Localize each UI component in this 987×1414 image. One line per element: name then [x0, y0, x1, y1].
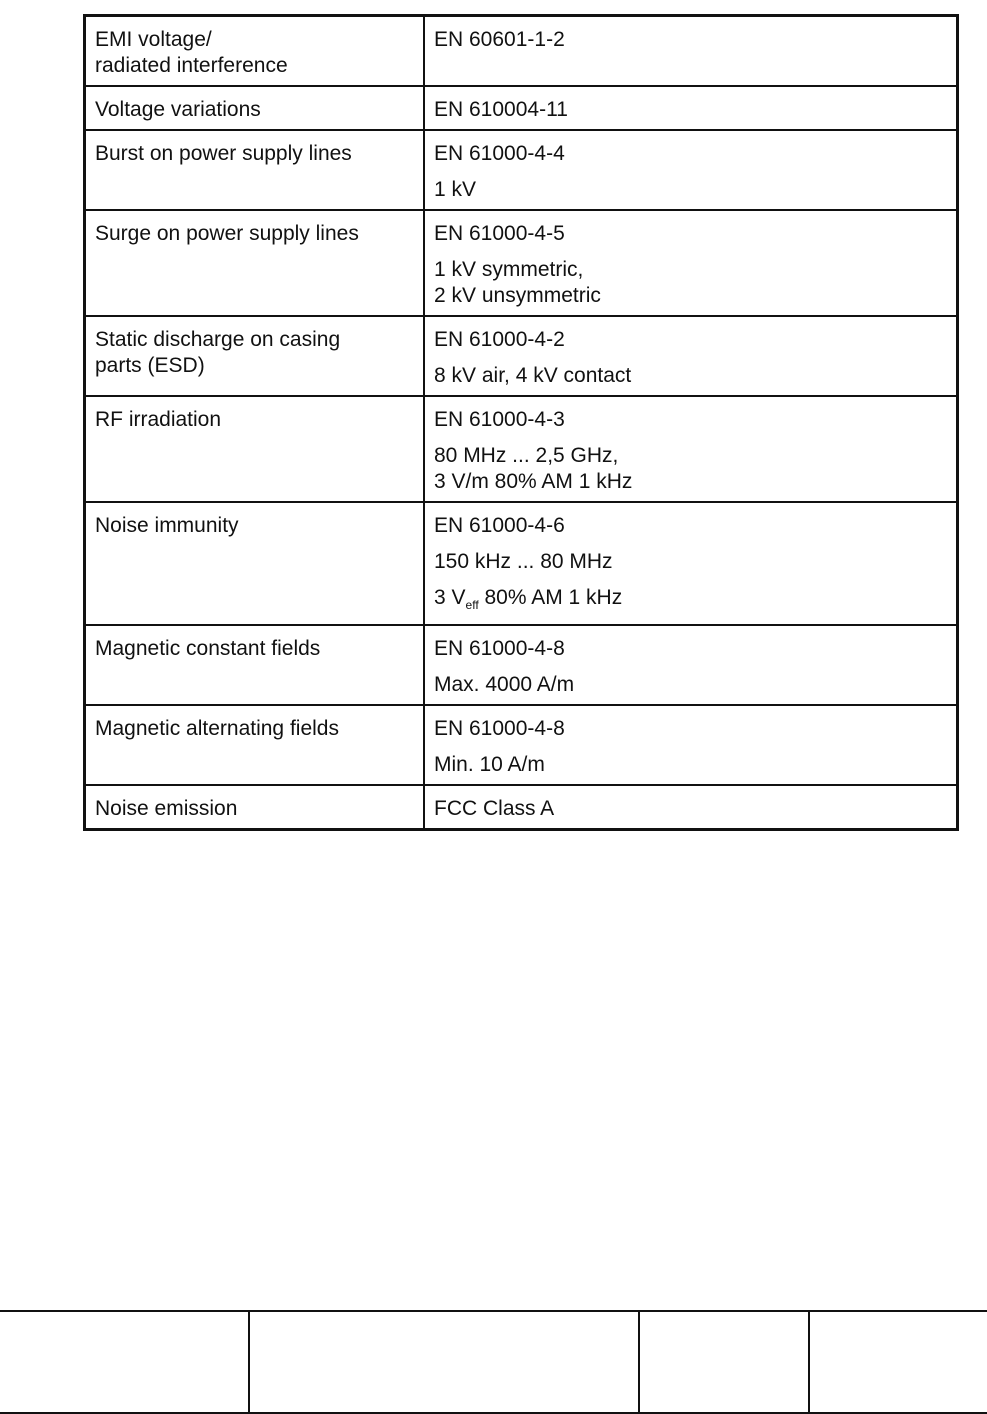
- footer-row: [0, 1311, 987, 1413]
- standard-cell: [424, 625, 958, 705]
- standard-value: EN 61000-4-8: [434, 717, 565, 740]
- standard-cell: [424, 396, 958, 502]
- test-label: Burst on power supply lines: [95, 142, 352, 165]
- table-row: [85, 16, 958, 87]
- standard-value: EN 60601-1-2: [434, 28, 565, 51]
- test-label-cell: [85, 16, 425, 87]
- test-label-cell: [85, 210, 425, 316]
- test-level: 150 kHz ... 80 MHz: [434, 550, 613, 573]
- standard-cell: [424, 785, 958, 830]
- test-label: Static discharge on casing parts (ESD): [95, 328, 341, 377]
- test-label-cell: [85, 705, 425, 785]
- standard-value: FCC Class A: [434, 797, 555, 820]
- standard-value: EN 61000-4-3: [434, 408, 565, 431]
- table-row: [85, 785, 958, 830]
- test-label: RF irradiation: [95, 408, 222, 431]
- table-row: [85, 502, 958, 625]
- table-row: [85, 396, 958, 502]
- test-label: Noise emission: [95, 797, 238, 820]
- emc-specification-table: [83, 14, 959, 831]
- standard-value: EN 61000-4-4: [434, 142, 565, 165]
- test-label: EMI voltage/ radiated interference: [95, 28, 288, 77]
- test-level: 8 kV air, 4 kV contact: [434, 364, 632, 387]
- test-label-cell: [85, 316, 425, 396]
- test-level: 1 kV symmetric, 2 kV unsymmetric: [434, 258, 601, 307]
- standard-cell: [424, 86, 958, 130]
- table-row: [85, 130, 958, 210]
- standard-cell: [424, 16, 958, 87]
- standard-value: EN 61000-4-5: [434, 222, 565, 245]
- test-level-veff: [434, 585, 948, 618]
- standard-value: EN 610004-11: [434, 98, 568, 121]
- test-label-cell: [85, 396, 425, 502]
- standard-cell: [424, 502, 958, 625]
- test-label: Surge on power supply lines: [95, 222, 359, 245]
- veff-subscript: eff: [465, 598, 479, 612]
- test-level: 80 MHz ... 2,5 GHz, 3 V/m 80% AM 1 kHz: [434, 444, 633, 493]
- test-level: 1 kV: [434, 178, 477, 201]
- test-label-cell: [85, 86, 425, 130]
- standard-value: EN 61000-4-8: [434, 637, 565, 660]
- veff-prefix: 3 V: [434, 586, 466, 609]
- test-label: Magnetic alternating fields: [95, 717, 339, 740]
- table-row: [85, 86, 958, 130]
- test-level: Max. 4000 A/m: [434, 673, 575, 696]
- test-label-cell: [85, 130, 425, 210]
- test-label: Voltage variations: [95, 98, 261, 121]
- veff-suffix: 80% AM 1 kHz: [478, 586, 623, 609]
- table-row: [85, 625, 958, 705]
- test-label-cell: [85, 502, 425, 625]
- footer-cell: [639, 1311, 809, 1413]
- test-label-cell: [85, 625, 425, 705]
- standard-cell: [424, 130, 958, 210]
- test-label: Noise immunity: [95, 514, 239, 537]
- table-row: [85, 210, 958, 316]
- standard-cell: [424, 705, 958, 785]
- standard-value: EN 61000-4-6: [434, 514, 565, 537]
- footer-cell: [809, 1311, 987, 1413]
- test-level: Min. 10 A/m: [434, 753, 545, 776]
- footer-cell: [0, 1311, 249, 1413]
- test-label-cell: [85, 785, 425, 830]
- standard-value: EN 61000-4-2: [434, 328, 565, 351]
- table-row: [85, 316, 958, 396]
- footer-cell: [249, 1311, 639, 1413]
- page-footer-table: [0, 1310, 987, 1414]
- standard-cell: [424, 316, 958, 396]
- test-label: Magnetic constant fields: [95, 637, 321, 660]
- standard-cell: [424, 210, 958, 316]
- table-row: [85, 705, 958, 785]
